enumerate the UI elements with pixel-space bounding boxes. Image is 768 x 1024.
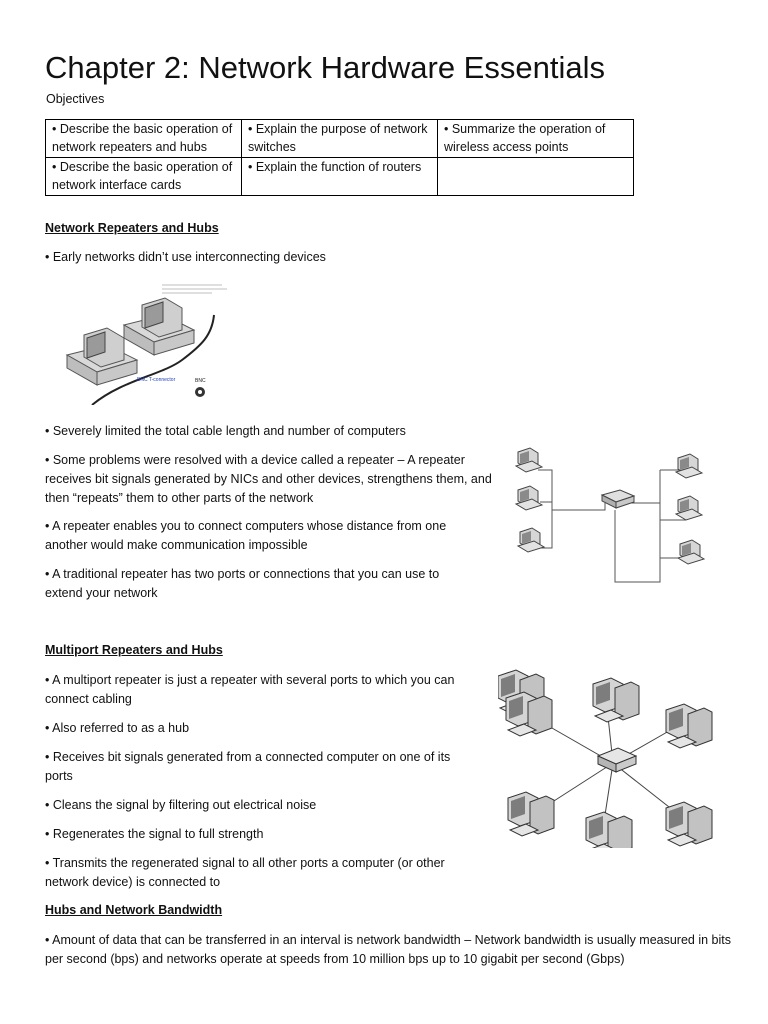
objectives-label: Objectives [46, 92, 105, 106]
bullet-receives-signals: • Receives bit signals generated from a connected computer on one of its ports [45, 750, 451, 783]
bullet-repeater-distance: • A repeater enables you to connect computers whose distance from one another would make communication impossible [45, 519, 447, 552]
table-cell: • Summarize the operation of wireless access points [438, 120, 634, 158]
page-title: Chapter 2: Network Hardware Essentials [45, 50, 605, 85]
bullet-early-networks: • Early networks didn’t use interconnecting devices [45, 250, 326, 264]
bnc-t-label: BNC T-connector [137, 377, 176, 383]
bullet-limited-cable: • Severely limited the total cable length and number of computers [45, 424, 406, 438]
bullet-repeater-definition: • Some problems were resolved with a device called a repeater – A repeater receives bit signals generated by NICs and other devices, strengthens them, and then “repeats” them to other parts of the network [45, 453, 492, 505]
objectives-table [45, 119, 634, 196]
section-heading-repeaters: Network Repeaters and Hubs [45, 221, 219, 235]
table-cell: • Describe the basic operation of network repeaters and hubs [46, 120, 242, 158]
repeater-network-figure [510, 440, 710, 590]
bullet-regenerates-signal: • Regenerates the signal to full strength [45, 827, 264, 841]
bullet-multiport-definition: • A multiport repeater is just a repeater with several ports to which you can connect cabling [45, 673, 455, 706]
table-row [46, 120, 634, 158]
section-heading-multiport: Multiport Repeaters and Hubs [45, 643, 223, 657]
bullet-cleans-signal: • Cleans the signal by filtering out electrical noise [45, 798, 317, 812]
section-heading-bandwidth: Hubs and Network Bandwidth [45, 903, 223, 917]
bullet-repeater-ports: • A traditional repeater has two ports or connections that you can use to extend your network [45, 567, 440, 600]
bnc-label: BNC [195, 378, 206, 384]
table-cell: • Explain the function of routers [242, 158, 438, 196]
bullet-network-bandwidth: • Amount of data that can be transferred in an interval is network bandwidth – Network bandwidth is usually measured in bits per second (bps) and networks operate at speeds from 10 million bps up to 10 gigabit per second (Gbps) [45, 933, 731, 966]
table-row [46, 158, 634, 196]
table-cell: • Explain the purpose of network switches [242, 120, 438, 158]
bullet-hub-alias: • Also referred to as a hub [45, 721, 190, 735]
table-cell [438, 158, 634, 196]
hub-star-figure [498, 668, 728, 848]
bullet-transmits-signal: • Transmits the regenerated signal to all other ports a computer (or other network device) is connected to [45, 856, 445, 889]
table-cell: • Describe the basic operation of network interface cards [46, 158, 242, 196]
early-network-figure [62, 280, 242, 405]
